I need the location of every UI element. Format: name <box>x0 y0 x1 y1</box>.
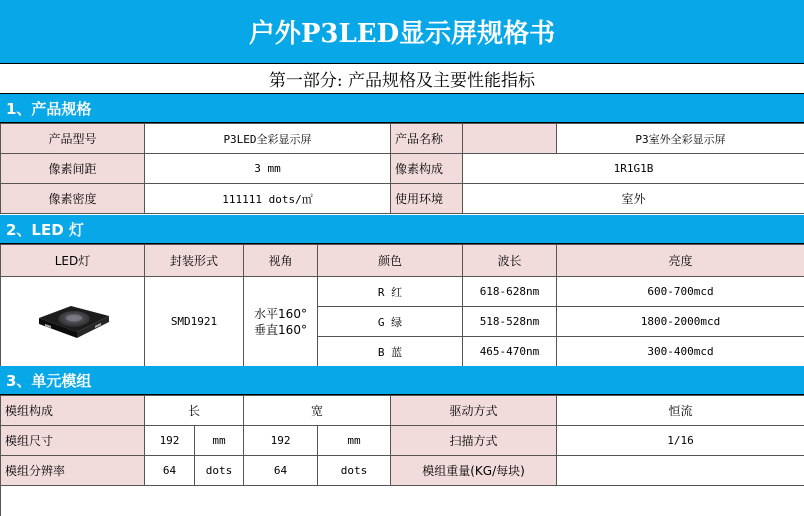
module-table <box>0 395 804 516</box>
module-res-unit: dots <box>318 456 391 486</box>
led-table <box>0 244 804 367</box>
spec-label: 像素构成 <box>391 154 463 184</box>
module-size-unit: mm <box>318 426 391 456</box>
module-size-length: 192 <box>145 426 195 456</box>
spec-label: 像素间距 <box>1 154 145 184</box>
section-header-module: 3、单元模组 <box>0 366 804 395</box>
spec-value: 1R1G1B <box>463 154 804 184</box>
spec-value: 室外 <box>463 184 804 214</box>
led-chip-image <box>1 302 144 342</box>
page-title: 户外P3LED显示屏规格书 <box>0 0 804 64</box>
led-angle-vertical: 垂直160° <box>254 322 307 337</box>
led-header: LED灯 <box>1 245 145 277</box>
led-package: SMD1921 <box>145 277 244 367</box>
led-brightness: 300-400mcd <box>557 337 804 367</box>
led-brightness: 1800-2000mcd <box>557 307 804 337</box>
led-wavelength: 518-528nm <box>463 307 557 337</box>
module-res-length: 64 <box>145 456 195 486</box>
product-spec-table <box>0 123 804 214</box>
led-image-cell <box>1 277 145 367</box>
led-header: 颜色 <box>318 245 463 277</box>
module-label: 扫描方式 <box>391 426 557 456</box>
module-label: 驱动方式 <box>391 396 557 426</box>
section-header-led: 2、LED 灯 <box>0 215 804 244</box>
module-length-header: 长 <box>145 396 244 426</box>
spec-value: 3 mm <box>145 154 391 184</box>
led-color: B 蓝 <box>318 337 463 367</box>
spec-value: 111111 dots/㎡ <box>145 184 391 214</box>
spec-value: P3室外全彩显示屏 <box>557 124 804 154</box>
module-label: 模组尺寸 <box>1 426 145 456</box>
module-blank-row <box>1 486 804 516</box>
led-angle-horizontal: 水平160° <box>254 306 307 321</box>
led-color: R 红 <box>318 277 463 307</box>
spec-label: 像素密度 <box>1 184 145 214</box>
spec-blank <box>463 124 557 154</box>
module-size-width: 192 <box>244 426 318 456</box>
led-wavelength: 618-628nm <box>463 277 557 307</box>
module-size-unit: mm <box>195 426 244 456</box>
module-res-width: 64 <box>244 456 318 486</box>
module-label: 模组构成 <box>1 396 145 426</box>
spec-value: P3LED全彩显示屏 <box>145 124 391 154</box>
led-header: 封装形式 <box>145 245 244 277</box>
module-res-unit: dots <box>195 456 244 486</box>
module-width-header: 宽 <box>244 396 391 426</box>
led-color: G 绿 <box>318 307 463 337</box>
module-value <box>557 456 804 486</box>
spec-label: 产品型号 <box>1 124 145 154</box>
led-brightness: 600-700mcd <box>557 277 804 307</box>
section-header-product-spec: 1、产品规格 <box>0 94 804 123</box>
led-wavelength: 465-470nm <box>463 337 557 367</box>
module-label: 模组分辨率 <box>1 456 145 486</box>
led-header: 亮度 <box>557 245 804 277</box>
module-value: 1/16 <box>557 426 804 456</box>
spec-label: 产品名称 <box>391 124 463 154</box>
module-label: 模组重量(KG/每块) <box>391 456 557 486</box>
led-header: 波长 <box>463 245 557 277</box>
spec-label: 使用环境 <box>391 184 463 214</box>
page-subtitle: 第一部分: 产品规格及主要性能指标 <box>0 64 804 94</box>
module-value: 恒流 <box>557 396 804 426</box>
led-angle <box>244 277 318 367</box>
led-header: 视角 <box>244 245 318 277</box>
